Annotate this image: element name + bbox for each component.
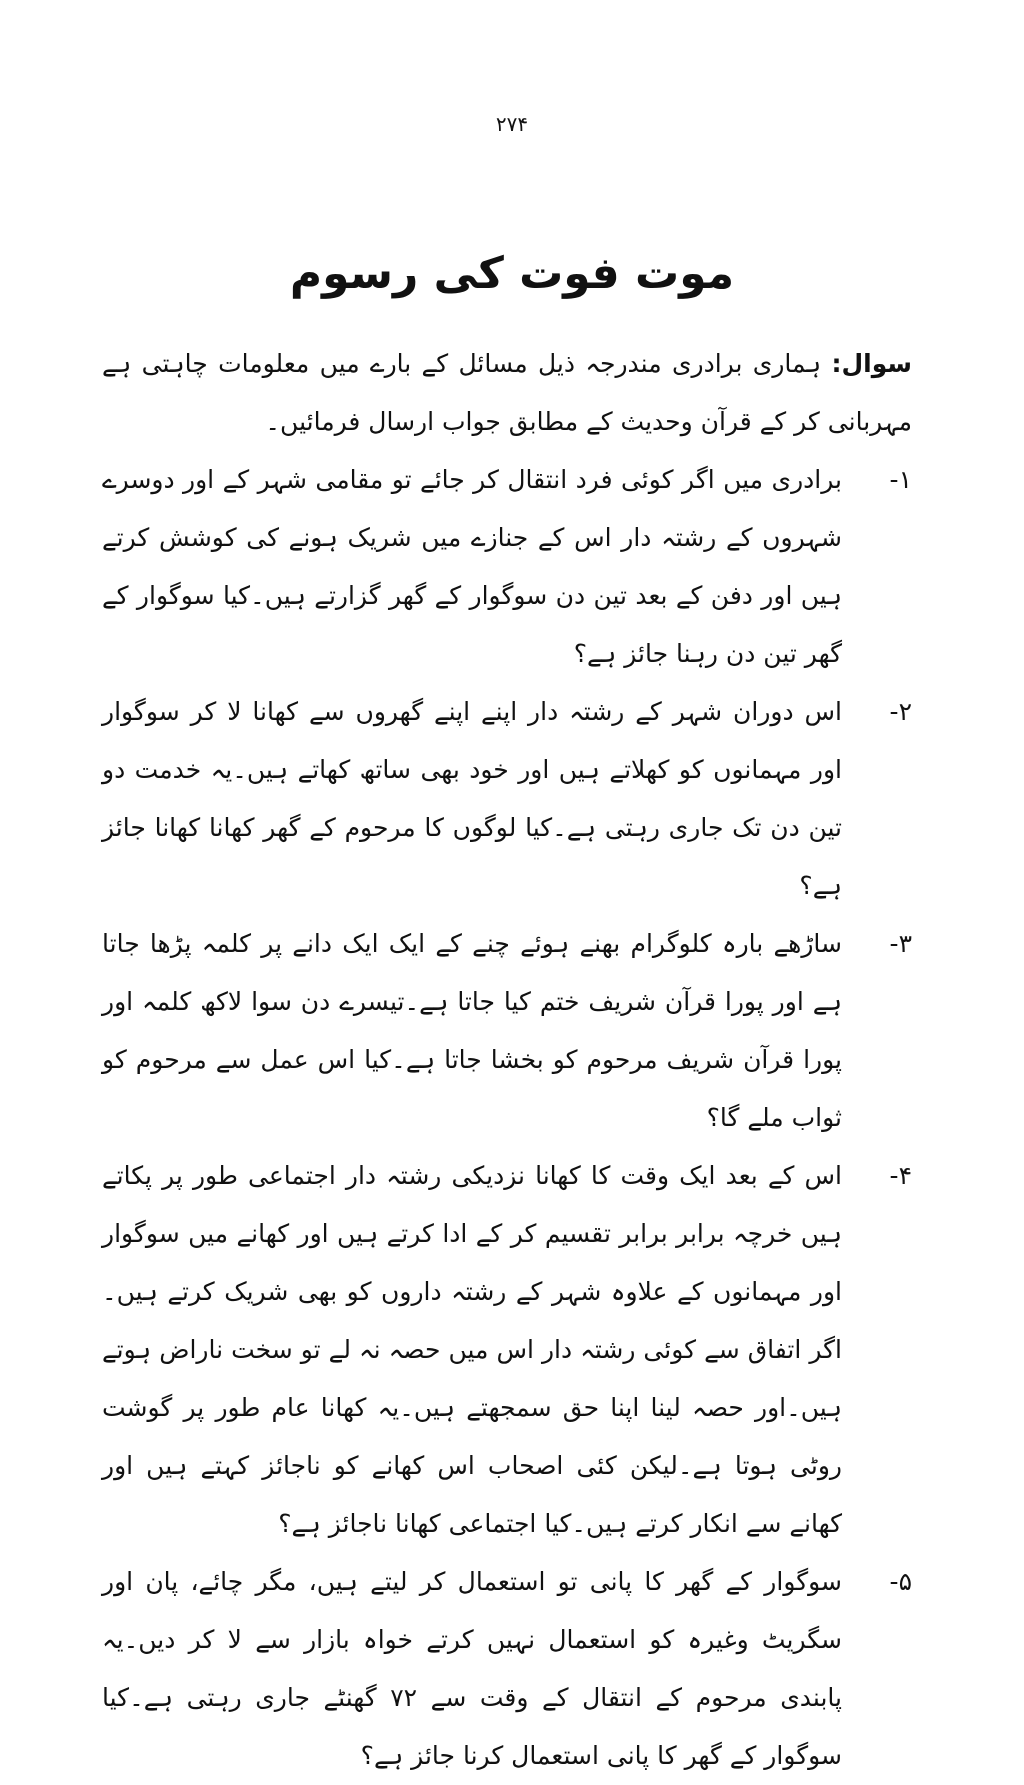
question-intro-text: ہماری برادری مندرجہ ذیل مسائل کے بارے میں معلومات چاہتی ہے مہربانی کر کے قرآن وحدیث کے مطابق جواب ارسال فرمائیں۔: [102, 349, 912, 436]
question-list: [102, 451, 912, 1785]
question-number: ۵-: [889, 1567, 912, 1596]
question-number: ۱-: [889, 465, 912, 494]
question-item: [102, 451, 912, 683]
question-text: سوگوار کے گھر کا پانی تو استعمال کر لیتے ہیں، مگر چائے، پان اور سگریٹ وغیرہ کو استعمال نہیں کرتے خواہ بازار سے لا کر دیں۔یہ پابندی مرحوم کے انتقال کے وقت سے ۷۲ گھنٹے جاری رہتی ہے۔کیا سوگوار کے گھر کا پانی استعمال کرنا جائز ہے؟: [102, 1567, 842, 1770]
question-intro: [102, 335, 912, 451]
question-text: ساڑھے بارہ کلوگرام بھنے ہوئے چنے کے ایک ایک دانے پر کلمہ پڑھا جاتا ہے اور پورا قرآن شریف ختم کیا جاتا ہے۔تیسرے دن سوا لاکھ کلمہ اور پورا قرآن شریف مرحوم کو بخشا جاتا ہے۔کیا اس عمل سے مرحوم کو ثواب ملے گا؟: [102, 929, 842, 1132]
page-title: موت فوت کی رسوم: [289, 248, 735, 299]
question-text: اس دوران شہر کے رشتہ دار اپنے اپنے گھروں سے کھانا لا کر سوگوار اور مہمانوں کو کھلاتے ہیں اور خود بھی ساتھ کھاتے ہیں۔یہ خدمت دو تین دن تک جاری رہتی ہے۔کیا لوگوں کا مرحوم کے گھر کھانا کھانا جائز ہے؟: [102, 697, 842, 900]
question-number: ۳-: [889, 929, 912, 958]
document-body: [102, 335, 912, 1785]
question-number: ۲-: [889, 697, 912, 726]
question-text: برادری میں اگر کوئی فرد انتقال کر جائے تو مقامی شہر کے اور دوسرے شہروں کے رشتہ دار اس کے جنازے میں شریک ہونے کی کوشش کرتے ہیں اور دفن کے بعد تین دن سوگوار کے گھر گزارتے ہیں۔کیا سوگوار کے گھر تین دن رہنا جائز ہے؟: [102, 465, 842, 668]
page-number: ۲۷۴: [495, 112, 529, 136]
question-label: سوال:: [831, 349, 912, 378]
question-item: [102, 1553, 912, 1785]
question-text: اس کے بعد ایک وقت کا کھانا نزدیکی رشتہ دار اجتماعی طور پر پکاتے ہیں خرچہ برابر برابر تقسیم کر کے ادا کرتے ہیں اور کھانے میں سوگوار اور مہمانوں کے علاوہ شہر کے رشتہ داروں کو بھی شریک کرتے ہیں۔اگر اتفاق سے کوئی رشتہ دار اس میں حصہ نہ لے تو سخت ناراض ہوتے ہیں۔اور حصہ لینا اپنا حق سمجھتے ہیں۔یہ کھانا عام طور پر گوشت روٹی ہوتا ہے۔لیکن کئی اصحاب اس کھانے کو ناجائز کہتے ہیں اور کھانے سے انکار کرتے ہیں۔کیا اجتماعی کھانا ناجائز ہے؟: [102, 1161, 842, 1538]
question-item: [102, 1147, 912, 1553]
question-number: ۴-: [889, 1161, 912, 1190]
question-item: [102, 915, 912, 1147]
question-item: [102, 683, 912, 915]
